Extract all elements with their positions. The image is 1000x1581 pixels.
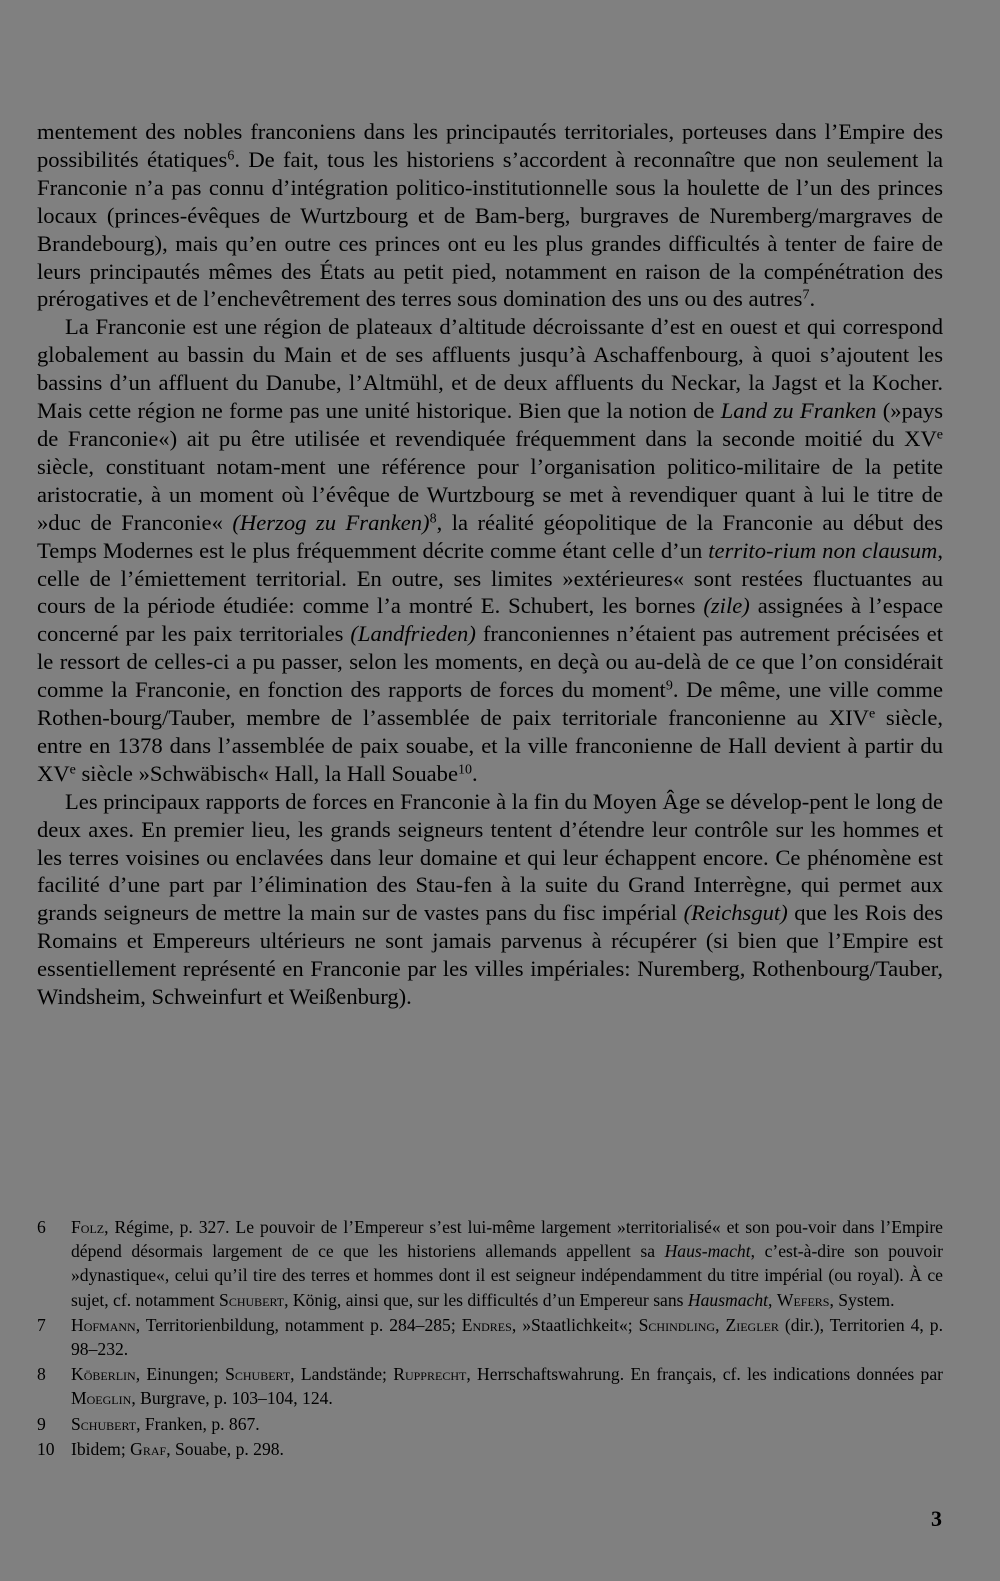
footnote bbox=[37, 1412, 943, 1436]
text-run: Les principaux rapports de forces en Franconie à la fin du Moyen Âge se dévelop-pent le long de deux axes. En premier lieu, les grands seigneurs tentent d’étendre leur contrôle sur les hommes et les terres voisines ou enclavées dans leur domaine et qui leur échappent encore. Ce phénomène est facilité d’une part par l’élimination des Stau-fen à la suite du Grand Interrègne, qui permet aux grands seigneurs de mettre la main sur de vastes pans du fisc impérial bbox=[37, 788, 943, 926]
footnote-ref: 10 bbox=[457, 762, 472, 778]
author-name: Schubert bbox=[71, 1413, 137, 1434]
text-run: , System. bbox=[829, 1289, 895, 1310]
text-run: , Herrschaftswahrung. En français, cf. les indications données par bbox=[466, 1364, 944, 1385]
text-run: , bbox=[715, 1314, 726, 1335]
footnote-text bbox=[71, 1437, 943, 1461]
text-run: , Territorienbildung, notamment p. 284–285; bbox=[135, 1314, 462, 1335]
text-run: . De même, une ville comme Rothen-bourg/Tauber, membre de l’assemblée de paix territoriale franconienne au XIV bbox=[37, 677, 943, 731]
text-run: , Souabe, p. 298. bbox=[166, 1438, 284, 1459]
main-text bbox=[37, 118, 943, 1011]
author-name: Folz bbox=[71, 1217, 105, 1237]
footnote-text bbox=[71, 1362, 943, 1410]
text-run: . bbox=[809, 286, 816, 312]
author-name: Moeglin bbox=[71, 1388, 132, 1409]
paragraph bbox=[37, 788, 943, 1011]
footnote-number: 9 bbox=[37, 1413, 46, 1434]
footnote-number: 8 bbox=[37, 1364, 46, 1385]
italic-run: (Reichsgut) bbox=[683, 900, 788, 926]
italic-run: Land zu Franken bbox=[720, 398, 877, 424]
author-name: Wefers bbox=[776, 1289, 830, 1310]
footnote-ref: 6 bbox=[227, 148, 235, 164]
author-name: Hofmann bbox=[71, 1314, 136, 1335]
footnote-number: 7 bbox=[37, 1314, 46, 1335]
text-run: , c’est-à-dire son pouvoir »dynastique«, celui qu’il tire des terres et hommes dont il est seigneur indépendamment du titre impérial (ou royal). À ce sujet, cf. notamment bbox=[71, 1241, 943, 1310]
footnote-ref: 7 bbox=[802, 287, 810, 303]
text-run: siècle, constituant notam-ment une référence pour l’organisation politico-militaire de la petite aristocratie, à un moment où l’évêque de Wurtzbourg se met à revendiquer quant à lui le titre de »duc de Franconie« bbox=[37, 453, 943, 535]
text-run: assignées à l’espace concerné par les paix territoriales bbox=[37, 593, 944, 647]
text-run: , Landstände; bbox=[290, 1364, 394, 1385]
italic-run: territo-rium non clausum bbox=[708, 537, 938, 563]
author-name: Rupprecht bbox=[393, 1364, 467, 1385]
paragraph bbox=[37, 118, 943, 313]
text-run: franconiennes n’étaient pas autrement précisées et le ressort de celles-ci a pu passer, selon les moments, en deçà ou au-delà de ce que l’on considérait comme la Franconie, en fonction des rapports de forces du moment bbox=[37, 621, 943, 703]
italic-run: Haus-macht bbox=[664, 1241, 751, 1262]
author-name: Ziegler bbox=[725, 1314, 779, 1335]
author-name: Schubert bbox=[225, 1364, 291, 1385]
italic-run: Hausmacht bbox=[687, 1289, 769, 1310]
footnote-ref: e bbox=[69, 762, 76, 778]
italic-run: (zile) bbox=[703, 593, 750, 619]
footnote-ref: 9 bbox=[665, 678, 673, 694]
footnote-number: 6 bbox=[37, 1217, 46, 1237]
text-run: mentement des nobles franconiens dans les principautés territoriales, porteuses dans l’Empire des possibilités étatiques bbox=[37, 119, 943, 172]
page-number: 3 bbox=[931, 1506, 942, 1531]
text-run: siècle, entre en 1378 dans l’assemblée de paix souabe, et la ville franconienne de Hall devient à partir du XV bbox=[37, 705, 944, 786]
footnote bbox=[37, 1362, 943, 1410]
text-run: . De fait, tous les historiens s’accordent à reconnaître que non seulement la Franconie n’a pas connu d’intégration politico-institutionnelle sous la houlette de l’un des princes locaux (princes-évêques de Wurtzbourg et de Bam-berg, burgraves de Nuremberg/margraves de Brandebourg), mais qu’en outre ces princes ont eu les plus grandes difficultés à tenter de faire de leurs principautés mêmes des États au petit pied, notamment en raison de la compénétration des prérogatives et de l’enchevêtrement des terres sous domination des uns ou des autres bbox=[37, 146, 944, 312]
text-run: , »Staatlichkeit«; bbox=[511, 1314, 639, 1335]
author-name: Schubert bbox=[219, 1289, 285, 1310]
author-name: Schindling bbox=[638, 1314, 716, 1335]
text-run: . bbox=[471, 760, 478, 786]
text-run: , Einungen; bbox=[135, 1364, 226, 1385]
italic-run: (Landfrieden) bbox=[350, 621, 476, 647]
text-run: , celle de l’émiettement territorial. En outre, ses limites »extérieures« sont restées fluctuantes au cours de la période étudiée: comme l’a montré E. Schubert, les bornes bbox=[37, 537, 943, 619]
author-name: Endres bbox=[461, 1314, 512, 1335]
text-run: , Franken, p. 867. bbox=[136, 1413, 260, 1434]
author-name: Köberlin bbox=[71, 1364, 136, 1385]
paragraph bbox=[37, 313, 943, 787]
text-run: siècle »Schwäbisch« Hall, la Hall Souabe bbox=[75, 760, 458, 786]
text-run: La Franconie est une région de plateaux d’altitude décroissante d’est en ouest et qui correspond globalement au bassin du Main et de ses affluents jusqu’à Aschaffenbourg, à quoi s’ajoutent les bassins d’un affluent du Danube, l’Altmühl, et de deux affluents du Neckar, la Jagst et la Kocher. Mais cette région ne forme pas une unité historique. Bien que la notion de bbox=[37, 314, 943, 424]
text-run: Ibidem; bbox=[71, 1438, 131, 1459]
text-run: , Burgrave, p. 103–104, 124. bbox=[131, 1388, 333, 1409]
text-run: (»pays de Franconie«) ait pu être utilisée et revendiquée fréquemment dans la seconde moitié du XV bbox=[37, 398, 943, 451]
footnote-text bbox=[71, 1313, 943, 1361]
footnotes bbox=[37, 1215, 943, 1462]
footnote bbox=[37, 1215, 943, 1312]
footnote bbox=[37, 1313, 943, 1361]
footnote-number: 10 bbox=[37, 1438, 55, 1459]
footnote-ref: e bbox=[868, 706, 876, 722]
footnote-ref: e bbox=[936, 427, 943, 443]
text-run: , bbox=[768, 1289, 777, 1310]
footnote-text bbox=[71, 1412, 943, 1436]
text-run: , König, ainsi que, sur les difficultés d’un Empereur sans bbox=[284, 1289, 688, 1310]
footnote-ref: 8 bbox=[429, 510, 437, 526]
footnote-text bbox=[71, 1215, 943, 1312]
text-run: , Régime, p. 327. Le pouvoir de l’Empereur s’est lui-même largement »territorialisé« et son pou-voir dans l’Empire dépend désormais largement de ce que les historiens allemands appellent sa bbox=[71, 1217, 943, 1262]
text-run: que les Rois des Romains et Empereurs ultérieurs ne sont jamais parvenus à récupérer (si bien que l’Empire est essentiellement représenté en Franconie par les villes impériales: Nuremberg, Rothenbourg/Tauber, Windsheim, Schweinfurt et Weißenburg). bbox=[37, 900, 943, 1010]
author-name: Graf bbox=[130, 1438, 167, 1459]
italic-run: (Herzog zu Franken) bbox=[232, 509, 430, 535]
text-run: (dir.), Territorien 4, p. 98–232. bbox=[71, 1314, 943, 1360]
footnote bbox=[37, 1437, 943, 1461]
text-run: , la réalité géopolitique de la Franconie au début des Temps Modernes est le plus fréquemment décrite comme étant celle d’un bbox=[37, 509, 944, 563]
